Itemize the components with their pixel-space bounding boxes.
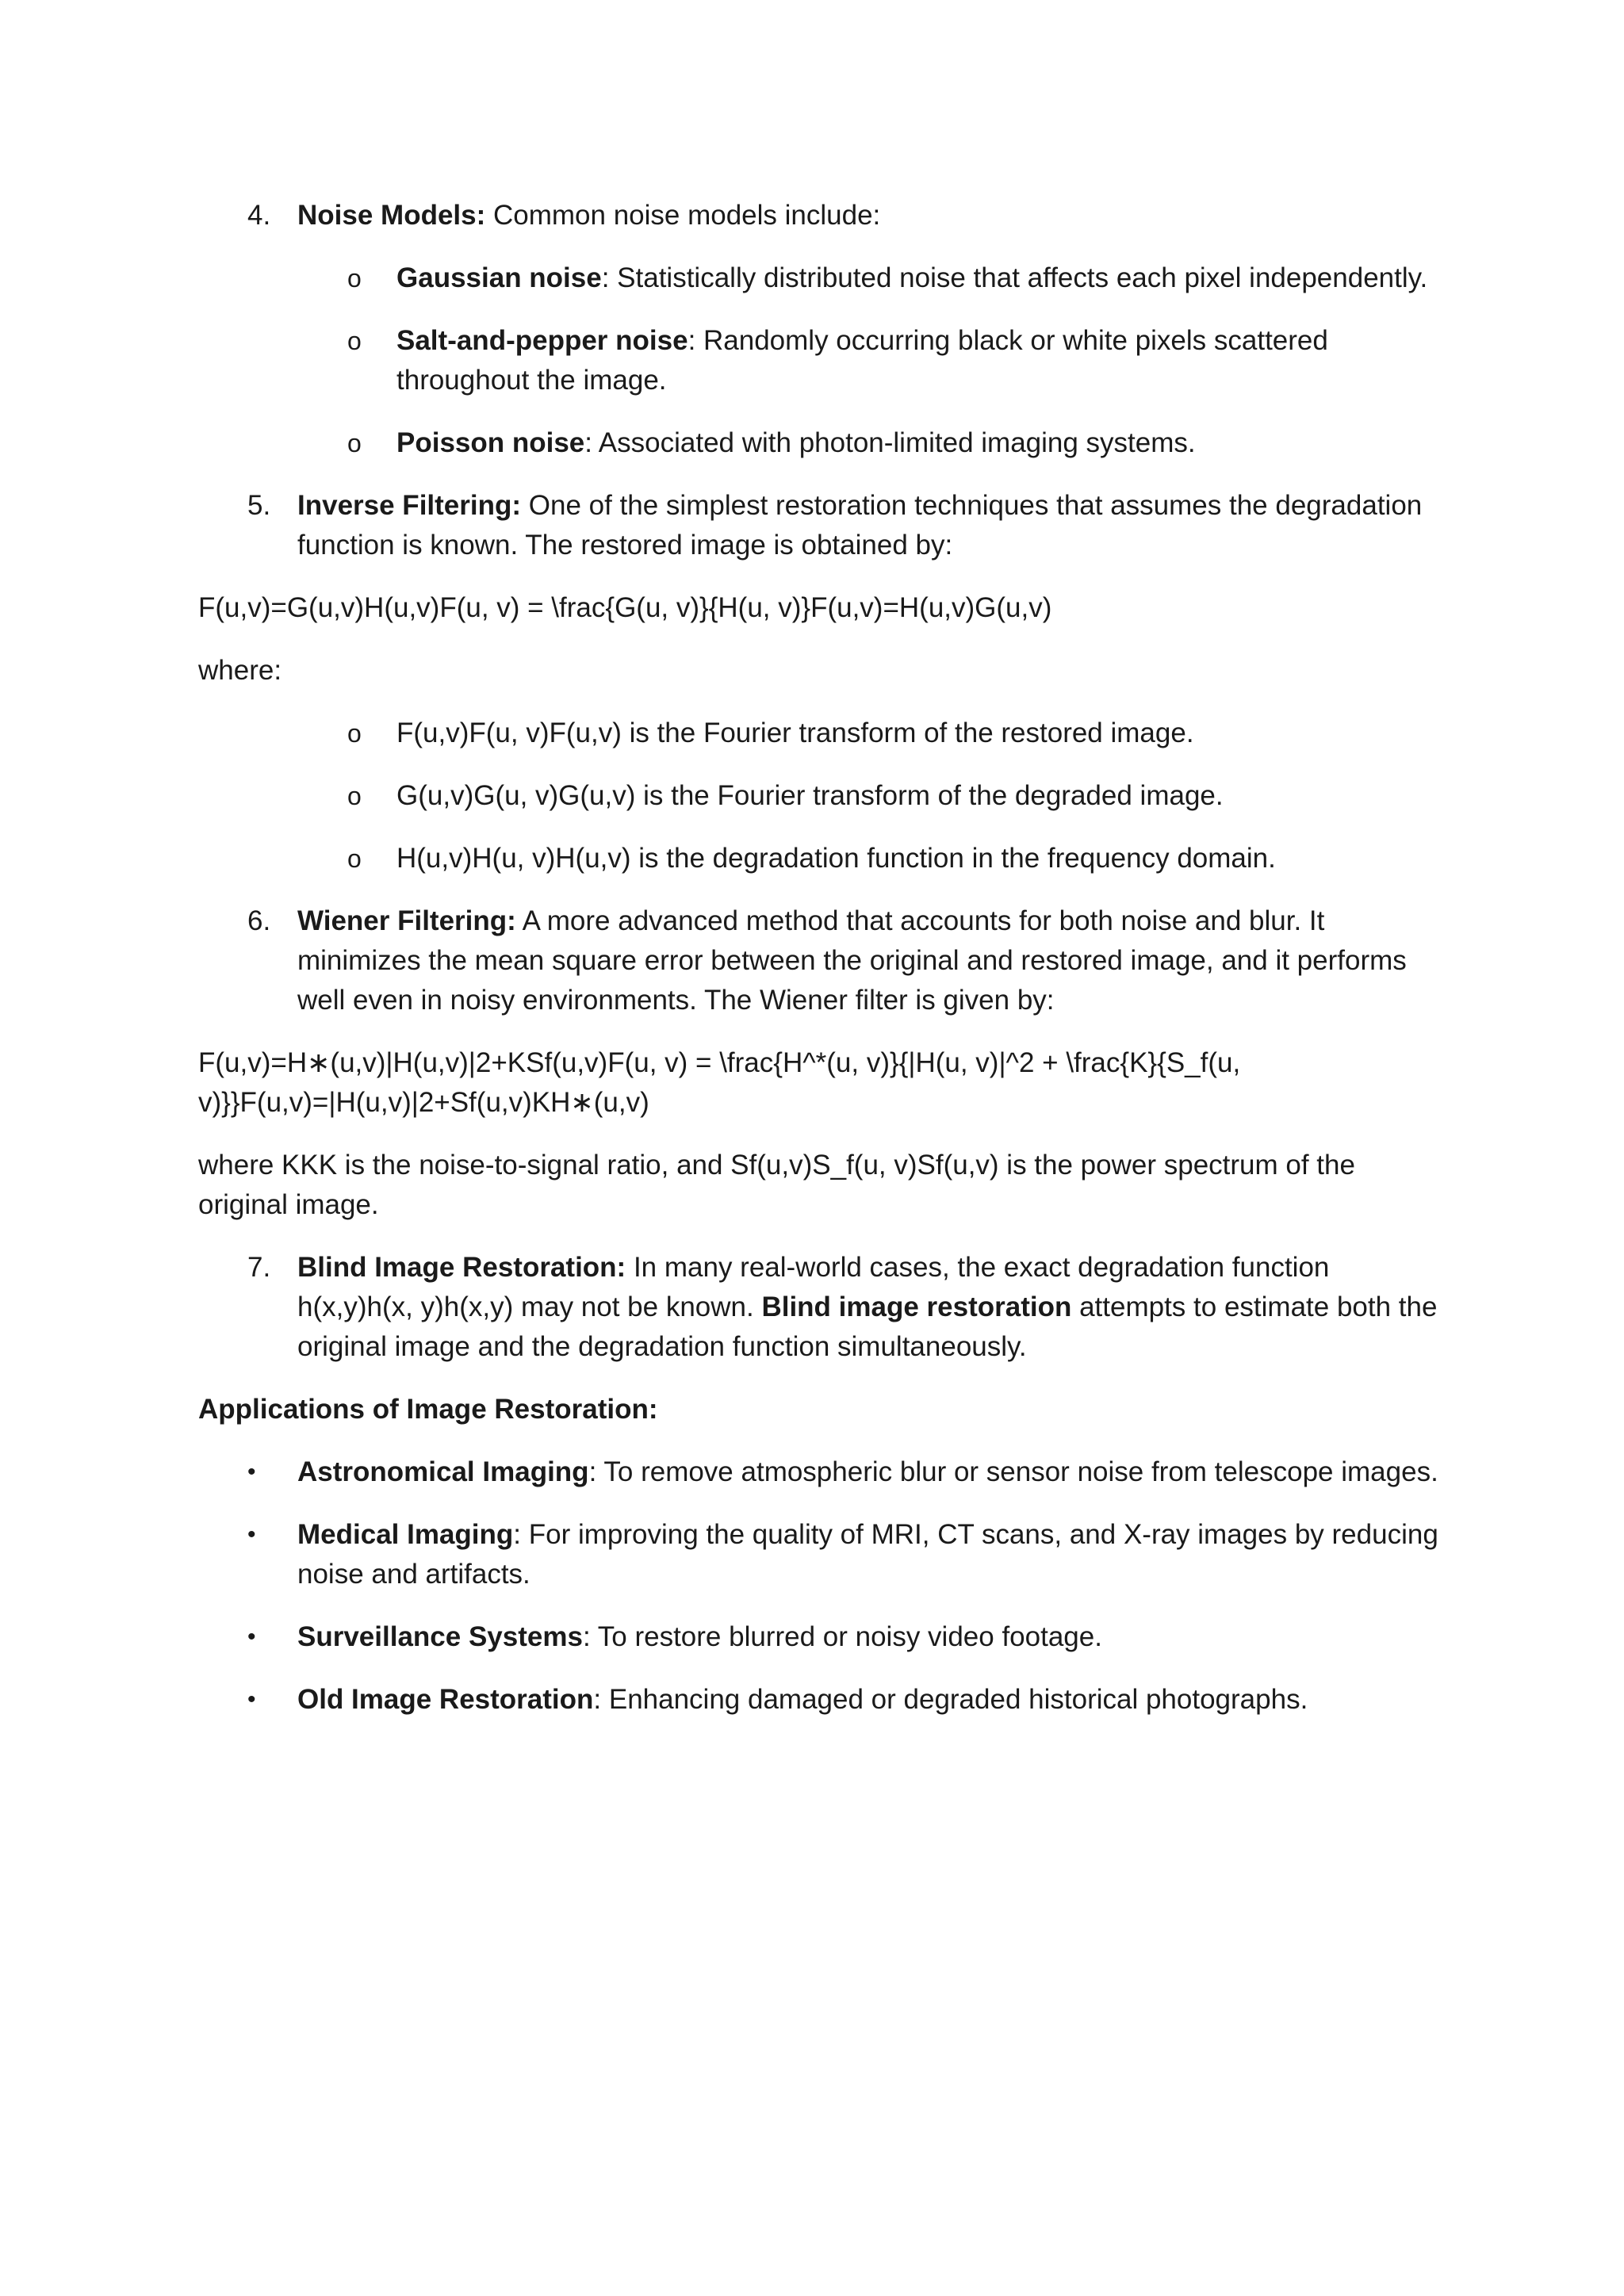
circle-bullet-icon: o	[347, 844, 362, 873]
circle-bullet-icon: o	[347, 264, 362, 293]
item-term: Astronomical Imaging	[297, 1456, 589, 1487]
list-item-blind-restoration	[198, 1248, 1443, 1367]
wiener-explanation: where KKK is the noise-to-signal ratio, and Sf(u,v)S_f(u, v)Sf(u,v) is the power spectrum of the original image.	[198, 1150, 1355, 1220]
list-number: 7.	[247, 1252, 271, 1283]
circle-bullet-icon: o	[347, 429, 362, 457]
item-text: F(u,v)F(u, v)F(u,v) is the Fourier transform of the restored image.	[396, 718, 1194, 748]
circle-bullet-icon: o	[347, 719, 362, 748]
item-bold-phrase: Blind image restoration	[761, 1292, 1072, 1322]
item-text: In many real-world cases, the exact degradation function h(x,y)h(x, y)h(x,y) may not be known.	[297, 1252, 1330, 1322]
item-term: Surveillance Systems	[297, 1621, 583, 1652]
item-term: Gaussian noise	[396, 262, 602, 293]
bullet-icon: •	[247, 1459, 256, 1485]
circle-bullet-icon: o	[347, 782, 362, 810]
item-text: : To restore blurred or noisy video footage.	[582, 1621, 1102, 1652]
item-heading: Blind Image Restoration:	[297, 1252, 626, 1283]
item-text: H(u,v)H(u, v)H(u,v) is the degradation function in the frequency domain.	[396, 843, 1276, 874]
item-text: : Randomly occurring black or white pixels scattered throughout the image.	[396, 325, 1328, 396]
section-heading-text: Applications of Image Restoration:	[198, 1394, 658, 1425]
formula-inverse-filter: F(u,v)=G(u,v)H(u,v)F(u, v) = \frac{G(u, v)}{H(u, v)}F(u,v)=H(u,v)G(u,v)	[198, 592, 1052, 623]
list-item-noise-models	[198, 196, 1443, 235]
item-text: Common noise models include:	[485, 200, 881, 231]
item-term: Medical Imaging	[297, 1519, 514, 1550]
bullet-item	[198, 1680, 1443, 1720]
bullet-icon: •	[247, 1686, 256, 1712]
list-number: 4.	[247, 200, 271, 231]
sub-list-item	[198, 423, 1443, 463]
bullet-icon: •	[247, 1624, 256, 1650]
item-text: : To remove atmospheric blur or sensor noise from telescope images.	[588, 1456, 1438, 1487]
section-heading-applications	[198, 1390, 1443, 1429]
item-text: : Enhancing damaged or degraded historical photographs.	[593, 1684, 1308, 1715]
where-label: where:	[198, 655, 282, 686]
sub-list-item	[198, 714, 1443, 753]
circle-bullet-icon: o	[347, 327, 362, 355]
item-text: G(u,v)G(u, v)G(u,v) is the Fourier transform of the degraded image.	[396, 780, 1224, 811]
item-heading: Inverse Filtering:	[297, 490, 522, 521]
list-number: 5.	[247, 490, 271, 521]
bullet-item	[198, 1452, 1443, 1492]
item-text: attempts to estimate both the original image and the degradation function simultaneously.	[297, 1292, 1438, 1362]
item-text: : Associated with photon-limited imaging systems.	[584, 427, 1196, 458]
list-number: 6.	[247, 905, 271, 936]
bullet-item	[198, 1515, 1443, 1594]
formula-wiener-filter: F(u,v)=H∗(u,v)|H(u,v)|2+KSf(u,v)F(u, v) = \frac{H^*(u, v)}{|H(u, v)|^2 + \frac{K}{S_f(u, v)}}F(u,v)=|H(u,v)|2+Sf(u,v)KH∗(u,v)	[198, 1047, 1241, 1118]
document-page	[198, 196, 1443, 1743]
list-item-inverse-filtering	[198, 486, 1443, 565]
item-term: Old Image Restoration	[297, 1684, 594, 1715]
sub-list-item	[198, 776, 1443, 816]
item-text: : For improving the quality of MRI, CT scans, and X-ray images by reducing noise and artifacts.	[297, 1519, 1438, 1590]
sub-list-item	[198, 321, 1443, 400]
list-item-wiener-filtering	[198, 901, 1443, 1020]
sub-list-item	[198, 258, 1443, 298]
item-text: One of the simplest restoration techniques that assumes the degradation function is known. The restored image is obtained by:	[297, 490, 1423, 561]
item-heading: Noise Models:	[297, 200, 486, 231]
item-term: Salt-and-pepper noise	[396, 325, 688, 356]
sub-list-item	[198, 839, 1443, 878]
bullet-item	[198, 1617, 1443, 1657]
item-text: : Statistically distributed noise that affects each pixel independently.	[601, 262, 1428, 293]
item-text: A more advanced method that accounts for both noise and blur. It minimizes the mean square error between the original and restored image, and it performs well even in noisy environments. The Wiener filter is given by:	[297, 905, 1407, 1016]
item-term: Poisson noise	[396, 427, 585, 458]
bullet-icon: •	[247, 1521, 256, 1548]
item-heading: Wiener Filtering:	[297, 905, 516, 936]
